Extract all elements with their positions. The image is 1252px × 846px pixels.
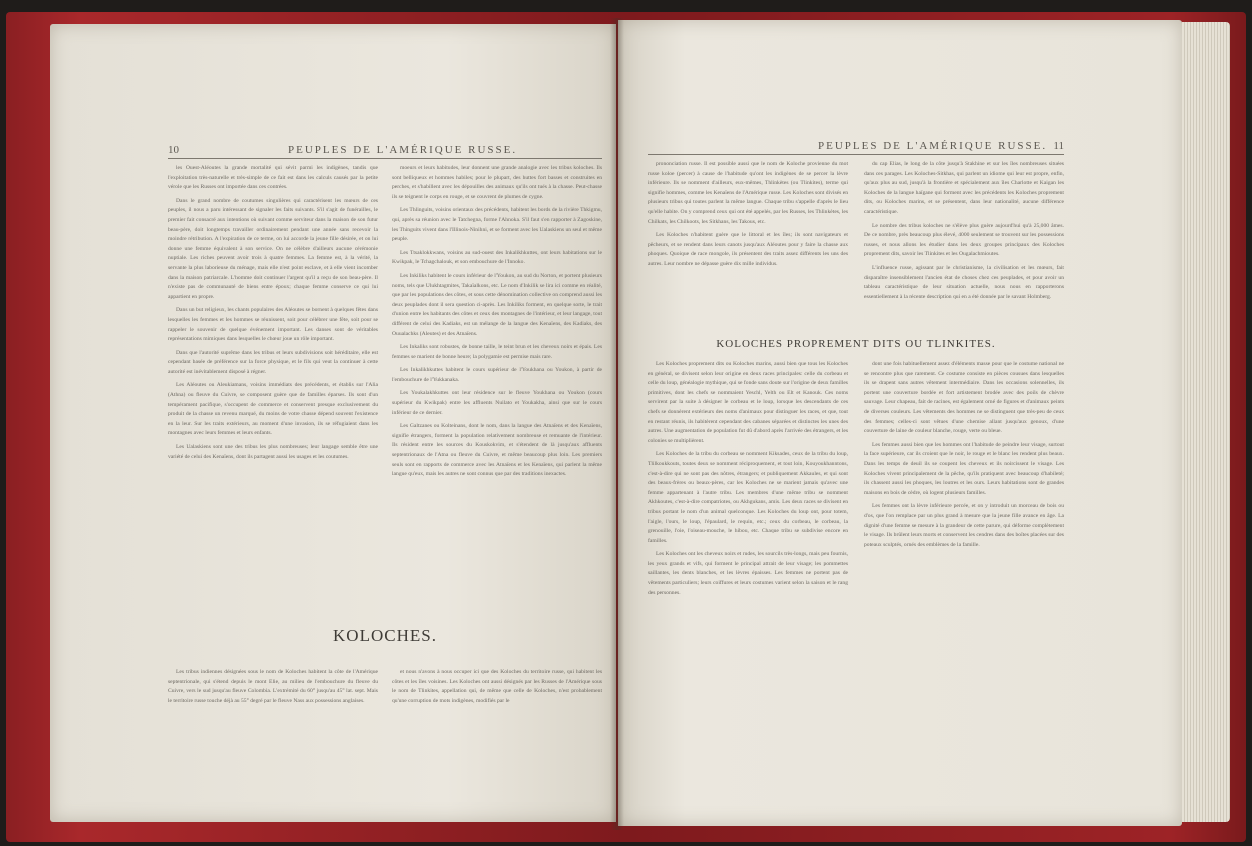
paragraph: Les Inkiliks habitent le cours inférieur de l'Youkon, au sud du Norton, et portent plusieurs noms, tels que Ulukhtagmites, Takaïalkons, etc. Le nom d'Inkilik se lira ici comme en réalité, que par les populations des côtes, et sous cette dénomination collective on comprend aussi les deux peuplades dont il sera question ci-après. Les Inkiliks forment, en quelque sorte, le trait d'union entre les habitants des côtes et ceux des montagnes de l'intérieur, et leur langage, tout différent de celui des Kadiaks, est un mélange de la langue des Kenaïens, des Kadiaks, des Ouualachks (Aleutes) et des Atnaïens.: [392, 272, 602, 337]
right-bottom-column-2: [864, 360, 1064, 805]
left-page-number: 10: [168, 144, 179, 156]
right-bottom-column-1: [648, 360, 848, 805]
paragraph: les Ouest-Aléoutes la grande mortalité qui sévit parmi les indigènes, tandis que l'exploitation très-naturelle et très-simple de ce fait est dans les calculs causés par la petite vérole que les Russes ont importée dans ces contrées.: [168, 165, 378, 191]
paragraph: dont une fois habituellement assez d'éléments masse pour que le costume national ne se rencontre plus que rarement. Ce costume consiste en pièces cousues dans lesquelles ils se drapent sans autres vêtement intermédiaire. Dans les occasions solennelles, ils portent une couverture bordée et fort artistement brodée avec des poils de chèvre sauvage. Leur chapeau, fait de racines, est également orné de figures et d'animaux peints de diverses couleurs. Les vêtements des hommes ne se distinguent que très-peu de ceux des femmes; celles-ci sont vêtues d'une chemise allant jusqu'aux genoux, d'une couverture de laine de couleur blanche, rouge, verte ou bleue.: [864, 361, 1064, 435]
paragraph: Les Ttsaklokkwans, voisins au sud-ouest des Inkalikhkuttes, ont leurs habitations sur le Kwikpak, le Tchagchalouk, et son embouchure de l'Innoko.: [392, 249, 602, 266]
right-page: [618, 20, 1182, 826]
left-column-1: [168, 164, 378, 594]
left-running-title: PEUPLES DE L'AMÉRIQUE RUSSE.: [288, 144, 518, 156]
paragraph: Les Inkalikhkuttes habitent le cours supérieur de l'Youkhana ou Youkon, à partir de l'embouchure de l'Yukkanaka.: [392, 367, 602, 383]
paragraph: Les Koloches proprement dits ou Koloches marins, aussi bien que tous les Koloches en général, se divisent selon leur origine en deux races principales: celle du corbeau et celle du loup, généalogie mythique, qui se fonde sans doute sur l'origine de deux familles primitives, dont les chefs se nommaient Yeschl, Yelth ou Elt et Kanouk. Ces noms servirent par la suite à désigner le corbeau et le loup, lorsque les descendants de ces chefs se donnèrent extérieurs des noms d'animaux pour distinguer les races, et que, tout en restant réunis, ils habitèrent cependant des cabanes séparées et distinctes les unes des autres. Une augmentation de population fut dû d'abord après l'arrivée des étrangers, et les colonies se multiplièrent.: [648, 361, 848, 444]
paragraph: Le nombre des tribus koloches ne s'élève plus guère aujourd'hui qu'à 25,000 âmes. De ce nombre, près beaucoup plus élevé, 4000 seulement se trouvent sur les possessions russes, et nous allons les étudier dans les deux groupes principaux des Koloches proprement dits, savoir les Tlinkites et les Ougalachmioutes.: [864, 222, 1064, 258]
right-running-title: PEUPLES DE L'AMÉRIQUE RUSSE.: [818, 140, 1048, 152]
paragraph: Les Ualaskiens sont une des tribus les plus nombreuses; leur langage semble être une variété de celui des Kenaïens, dont ils partagent aussi les usages et les coutumes.: [168, 444, 378, 460]
paragraph: Les Koloches n'habitent guère que le littoral et les îles; ils sont navigateurs et pêcheurs, et se rendent dans leurs canots jusqu'aux Aléoutes pour y faire la chasse aux phoques. Quoique de race mongole, ils présentent des traits assez différents les uns des autres. Leur nombre ne dépasse guère dix mille individus.: [648, 232, 848, 267]
paragraph: Dans le grand nombre de coutumes singulières qui caractérisent les mœurs de ces peuples, il nous a paru intéressant de signaler les faits suivants. S'il s'agit de funérailles, le premier fait consacré aux intentions où suivant comme serviteur dans la maison de son futur beau-père, doit longtemps travailler ordinairement pendant une année sans recevoir la moindre rétribution. A l'expiration de ce terme, on lui accorde la jeune fille désirée, et on lui donne une femme équivalent à son service. On ne célèbre d'ailleurs aucune cérémonie nuptiale. Les riches peuvent avoir trois à quatre femmes. La femme est, à la vérité, la servante la plus laborieuse du ménage, mais elle n'est point esclave, et à elle vient incomber dans la maison patriarcale. L'homme doit continuer l'argent qu'il a reçu de son beau-père. Il n'existe pas de communauté de biens entre époux; chaque femme conserve ce qui lui appartient en propre.: [168, 197, 378, 300]
paragraph: Les tribus indiennes désignées sous le nom de Koloches habitent la côte de l'Amérique septentrionale, qui s'étend depuis le mont Elie, au milieu de l'embouchure du fleuve du Cuivre, vers le sud jusqu'au fleuve Colombia. L'extrémité du 60° jusqu'au 45° lat. sept. Mais le territoire russe touche déjà au 55° degré par le fleuve Nass aux possessions anglaises.: [168, 669, 378, 704]
page-edges: [1182, 22, 1230, 822]
paragraph: Les femmes aussi bien que les hommes ont l'habitude de peindre leur visage, surtout la face supérieure, car ils croient que le noir, le rouge et le blanc les rendent plus beaux. Dans les temps de deuil ils se coupent les cheveux et ils noircissent le visage. Les Koloches vivent principalement de la pêche, qu'ils pratiquent avec beaucoup d'habileté; ils chassent aussi les phoques, les loutres et les ours. Leurs habitations sont de grandes maisons en bois de cèdre, où logent plusieurs familles.: [864, 441, 1064, 496]
paragraph: et nous n'avons à nous occuper ici que des Koloches du territoire russe, qui habitent les côtes et les îles voisines. Les Koloches ont aussi désignés par les Russes de l'Amérique sous le nom de Tlinkites, appellation qui, de même que celle de Koloches, n'est probablement qu'une corruption de mots indigènes, modifiés par le: [392, 669, 602, 704]
paragraph: du cap Elias, le long de la côte jusqu'à Stakhine et sur les îles nombreuses situées dans ces parages. Les Koloches-Sitkhas, qui parlent un idiome qui leur est propre, enfin, qu'aux plus au sud, jusqu'à la frontière et spécialement aux îles Charlotte et Kaigan les Koloches de la langue haïgane qui forment avec les précédents les Koloches proprement dits, ou Koloches marins, et se présentent, dans leur nationalité, aucune différence caractéristique.: [864, 161, 1064, 215]
left-bottom-column-1: [168, 668, 378, 748]
right-header-rule: [648, 154, 1064, 155]
left-section-heading: KOLOCHES.: [333, 626, 437, 645]
paragraph: Les Aléoutes ou Aleukiamans, voisins immédiats des précédents, et établis sur l'Alia (Athna) ou fleuve du Cuivre, se composent guère que de familles éparses. Ils sont d'un tempérament pacifique, s'occupent de commerce et conservent presque exclusivement du produit de la chasse un revenu marqué, du moins de votre chasse dépend souvent l'existence en la leur. Sur les traits extérieurs, au moment d'une invasion, ils se réfugiaient dans les montagnes avec leurs femmes et leurs enfants.: [168, 382, 378, 437]
book-gutter: [610, 18, 624, 830]
paragraph: Les Koloches ont les cheveux noirs et rudes, les sourcils très-longs, mais peu fournis, les yeux grands et vifs, qui forment le principal attrait de leur visage; les pommettes saillantes, les dents blanches, et les lèvres épaisses. Les femmes ne portent pas de vêtements particuliers; leurs coiffures et leurs costumes varient selon la saison et le rang des personnes.: [648, 551, 848, 596]
paragraph: Dans que l'autorité suprême dans les tribus et leurs subdivisions soit héréditaire, elle est cependant basée de préférence sur la force physique, et le fils qui veut la continuer à cette autorité est inévitablement disposé à régner.: [168, 349, 378, 375]
paragraph: Les Youkalakhkuttes ont leur résidence sur le fleuve Youkhana ou Youkon (cours supérieur du Kwikpak) entre les affluents Nuilato et Youkakha, ainsi que sur le cours inférieur de ce dernier.: [392, 390, 602, 416]
paragraph: L'influence russe, agissant par le christianisme, la civilisation et les mœurs, fait disparaître insensiblement l'ancien état de choses chez ces peuplades, et pour avoir un tableau caractéristique de leur situation actuelle, nous nous en rapporterons essentiellement à la récente description qui en a été donnée par le savant Holmberg.: [864, 264, 1064, 300]
right-top-column-1: [648, 160, 848, 290]
right-section-heading: KOLOCHES PROPREMENT DITS OU TLINKITES.: [716, 338, 996, 350]
left-column-2: [392, 164, 602, 594]
paragraph: Les Thlinguits, voisins orientaux des précédents, habitent les bords de la rivière Thkigmu, qui, après sa réunion avec le Tatchegna, forme l'Ahnoka. S'il faut s'en rapporter à Zagoskine, les Thinguits vivent dans l'Illinois-Ninihni, et se forment avec les Ualaskiens un seul et même peuple.: [392, 207, 602, 243]
left-page: [50, 24, 616, 822]
right-page-number: 11: [1053, 140, 1064, 152]
paragraph: Les Galtzanes ou Kolteinans, dont le nom, dans la langue des Atnaïens et des Kenaïens, signifie étrangers, forment la population relativement nombreuse et remuante de l'intérieur. Ils résident entre les sources du Kouskokvim, et s'étendent de là jusqu'aux affluents septentrionaux de l'Atna ou fleuve du Cuivre, et même beaucoup plus loin. Les premiers seuls sont en rapports de commerce avec les Atnaïens et les Kenaïens, qui parlent la même langue qu'eux, mais les autres ne sont connus que par des traditions inexactes.: [392, 423, 602, 478]
left-bottom-column-2: [392, 668, 602, 748]
left-header-rule: [168, 158, 602, 159]
paragraph: Les Inkaliks sont robustes, de bonne taille, le teint brun et les cheveux noirs et épais. Les femmes se marient de bonne heure; la polygamie est permise mais rare.: [392, 344, 602, 360]
paragraph: moeurs et leurs habitudes, leur donnent une grande analogie avec les tribus koloches. Ils sont belliqueux et hommes habiles; pour le plupart, des huttes fort basses et construites en perches, et s'habillent avec les dépouilles des animaux qu'ils ont tués à la chasse. Peut-chasse ils se teignent le corps en rouge, et se couvrent de plumes de cygne.: [392, 165, 602, 200]
right-top-column-2: [864, 160, 1064, 300]
paragraph: Les Koloches de la tribu du corbeau se nomment Kiksades, ceux de la tribu du loup, Tlilkoukkouts, toutes deux se nomment réciproquement, et tout loin, Kouyoukhanntons, c'est-à-dire qui ne sont pas des nôtres, étrangers; et publiquement Akkaules, et qui sont des beaux-frères ou beaux-pères, car les Koloches ne se marient jamais qu'avec une femme appartenant à l'autre tribu. Les membres d'une même tribu se nomment Akhkoutes, c'est-à-dire compatriotes, ou Akhgukans, amis. Les deux races se divisent en tribus portant le nom d'un animal quelconque. Les Koloches du loup ont, pour totem, l'aigle, l'ours, le loup, l'épaulard, le requin, etc.; ceux du corbeau, le corbeau, la grenouille, l'oie, l'oiseau-mouche, le hibou, etc. Chaque tribu se subdivise encore en familles.: [648, 451, 848, 544]
paragraph: Les femmes ont la lèvre inférieure percée, et on y introduit un morceau de bois ou d'os, que l'on remplace par un plus grand à mesure que la jeune fille avance en âge. La dignité d'une femme se mesure à la grandeur de cette parure, qui déforme complètement le visage. Ils brûlent leurs morts et conservent les cendres dans des boîtes placées sur des poteaux sculptés, ornés des emblèmes de la famille.: [864, 503, 1064, 548]
paragraph: prononciation russe. Il est possible aussi que le nom de Koloche provienne du mot russe koloe (percer) à cause de l'habitude qu'ont les indigènes de se percer la lèvre inférieure. Ils se nomment d'ailleurs, eux-mêmes, Thlinkètes (ou Tlinkites), terme qui signifie hommes, comme les Kenaïens de l'Amérique russe. Les Koloches sont divisés en plusieurs tribus qui toutes parlent la même langue. Chaque tribu s'appelle d'après le lieu qu'elle habite. On y comprend ceux qui ont été appelés, par les Russes, les Thlinkètes, les Chilkats, les Chilkoots, les Sitkhans, les Takous, etc.: [648, 161, 848, 225]
paragraph: Dans un but religieux, les chants populaires des Aléoutes se bornent à quelques fêtes dans lesquelles les femmes et les hommes se réunissent, soit pour célébrer une fête, soit pour se rappeler le souvenir de quelque événement important. Les danses sont de véritables représentations mimiques dans lesquelles le chœur joue un rôle important.: [168, 307, 378, 343]
